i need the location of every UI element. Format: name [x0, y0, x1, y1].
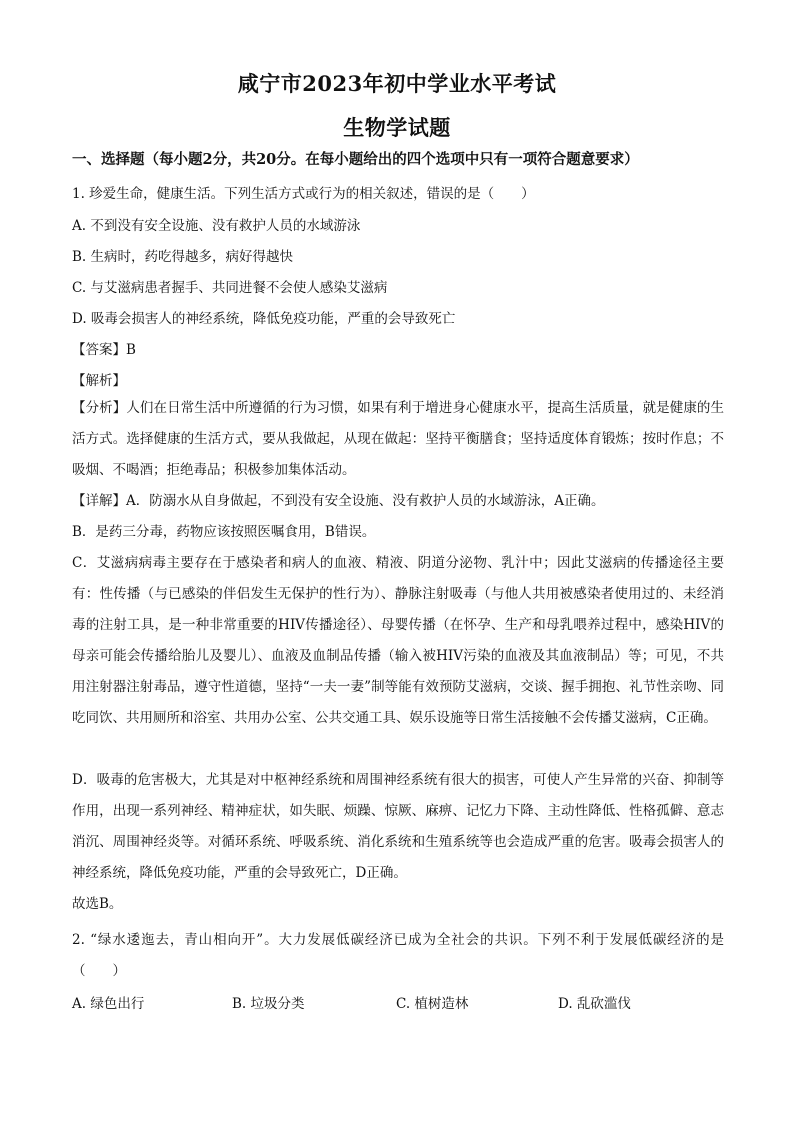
analysis-paragraph: 【分析】人们在日常生活中所遵循的行为习惯，如果有利于增进身心健康水平，提高生活质量，就是健康的生活方式。选择健康的生活方式，要从我做起，从现在做起：坚持平衡膳食；坚持适度体育锻炼；按时作息；不吸烟、不喝酒；拒绝毒品；积极参加集体活动。	[72, 400, 724, 478]
detail-paragraph-a: 【详解】A．防溺水从自身做起，不到没有安全设施、没有救护人员的水域游泳，A正确。	[72, 493, 605, 509]
analysis-label: 【解析】	[72, 373, 126, 389]
detail-paragraph-d: D．吸毒的危害极大，尤其是对中枢神经系统和周围神经系统有很大的损害，可使人产生异常的兴奋、抑制等作用，出现一系列神经、精神症状，如失眠、烦躁、惊厥、麻痹、记忆力下降、主动性降低、性格孤僻、意志消沉、周围神经炎等。对循环系统、呼吸系统、消化系统和生殖系统等也会造成严重的危害。吸毒会损害人的神经系统，降低免疫功能，严重的会导致死亡，D正确。	[72, 772, 724, 881]
question-2-option-b: B. 垃圾分类	[232, 996, 305, 1012]
question-1-option-d: D. 吸毒会损害人的神经系统，降低免疫功能，严重的会导致死亡	[72, 311, 456, 327]
question-1-option-b: B. 生病时，药吃得越多，病好得越快	[72, 249, 294, 265]
exam-subject-title: 生物学试题	[343, 115, 451, 140]
question-1-option-c: C. 与艾滋病患者握手、共同进餐不会使人感染艾滋病	[72, 280, 388, 296]
conclusion: 故选B。	[72, 896, 123, 912]
question-2-option-c: C. 植树造林	[396, 996, 469, 1012]
detail-paragraph-c: C．艾滋病病毒主要存在于感染者和病人的血液、精液、阴道分泌物、乳汁中；因此艾滋病的传播途径主要有：性传播（与已感染的伴侣发生无保护的性行为）、静脉注射吸毒（与他人共用被感染者使用过的、未经消毒的注射工具，是一种非常重要的HIV传播途径）、母婴传播（在怀孕、生产和母乳喂养过程中，感染HIV的母亲可能会传播给胎儿及婴儿）、血液及血制品传播（输入被HIV污染的血液及其血液制品）等；可见，不共用注射器注射毒品，遵守性道德，坚持“一夫一妻”制等能有效预防艾滋病，交谈、握手拥抱、礼节性亲吻、同吃同饮、共用厕所和浴室、共用办公室、公共交通工具、娱乐设施等日常生活接触不会传播艾滋病，C正确。	[72, 555, 724, 726]
question-2-option-d: D. 乱砍滥伐	[558, 996, 631, 1012]
question-1-option-a: A. 不到没有安全设施、没有救护人员的水域游泳	[72, 218, 361, 234]
section-heading: 一、选择题（每小题2分，共20分。在每小题给出的四个选项中只有一项符合题意要求）	[72, 151, 639, 168]
question-2-option-a: A. 绿色出行	[72, 996, 145, 1012]
question-1-stem: 1. 珍爱生命，健康生活。下列生活方式或行为的相关叙述，错误的是（ ）	[72, 186, 535, 202]
exam-title: 咸宁市2023年初中学业水平考试	[237, 71, 557, 96]
answer-label: 【答案】B	[72, 342, 136, 358]
detail-paragraph-b: B．是药三分毒，药物应该按照医嘱食用，B错误。	[72, 524, 376, 540]
question-2-stem: 2. “绿水逶迤去，青山相向开”。大力发展低碳经济已成为全社会的共识。下列不利于发展低碳经济的是（ ）	[72, 932, 724, 979]
